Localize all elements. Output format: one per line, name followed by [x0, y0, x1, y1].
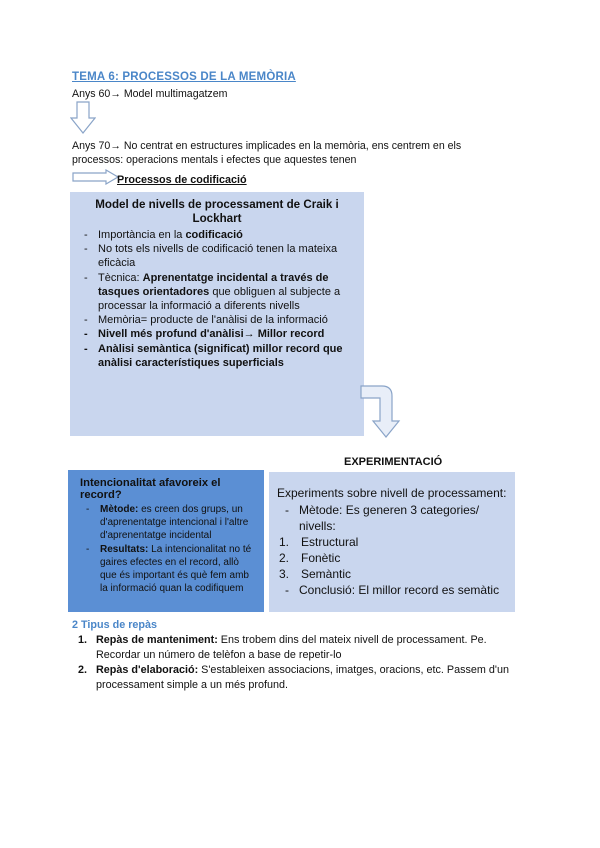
craik-heading: Model de nivells de processament de Craik i Lockhart	[95, 198, 339, 225]
craik-item: - Nivell més profund d'anàlisi→ Millor record	[82, 327, 356, 341]
codificacio-heading: Processos de codificació	[117, 174, 247, 186]
tipus-repas-heading: 2 Tipus de repàs	[72, 619, 158, 631]
experiments-metode: - Mètode: Es generen 3 categories/ nivells:	[283, 502, 507, 534]
list-item: 1. Repàs de manteniment: Ens trobem dins del mateix nivell de processament. Pe. Recordar un número de telèfon a base de repetir-lo	[78, 634, 487, 661]
page-title: TEMA 6: PROCESSOS DE LA MEMÒRIA	[72, 71, 296, 83]
category-item: 3. Semàntic	[279, 567, 352, 581]
intencionalitat-box	[68, 470, 264, 612]
experiments-conclusio: - Conclusió: El millor record es semàtic	[283, 582, 507, 598]
experimentacio-heading: EXPERIMENTACIÓ	[344, 456, 443, 468]
line-anys-70-a: Anys 70→ No centrat en estructures implicades en la memòria, ens centrem en els	[72, 140, 462, 152]
craik-lockhart-box	[70, 192, 364, 436]
experiments-box	[269, 472, 515, 612]
line-anys-70-b: processos: operacions mentals i efectes que aquestes tenen	[72, 154, 357, 166]
craik-item: - Memòria= producte de l'anàlisi de la informació	[82, 313, 356, 327]
intencionalitat-item: - Resultats: La intencionalitat no té gaires efectes en el record, allò que és important és què fem amb la informació quan la codifiquem	[84, 543, 256, 596]
list-item: 2. Repàs d'elaboració: S'estableixen associacions, imatges, oracions, etc. Passem d'un processament simple a un més profund.	[78, 664, 509, 691]
intencionalitat-heading: Intencionalitat afavoreix el record?	[80, 477, 221, 501]
craik-item: - Anàlisi semàntica (significat) millor record que anàlisi característiques superficials	[82, 342, 356, 370]
craik-item: - Importància en la codificació	[82, 228, 356, 242]
down-arrow-icon	[70, 101, 96, 135]
right-arrow-icon	[72, 169, 120, 185]
category-item: 1. Estructural	[279, 535, 359, 549]
intencionalitat-item: - Mètode: es creen dos grups, un d'aprenentatge intencional i l'altre d'aprenentatge incidental	[84, 503, 256, 543]
experiments-heading: Experiments sobre nivell de processament:	[277, 486, 507, 500]
line-anys-60: Anys 60→ Model multimagatzem	[72, 88, 228, 100]
tipus-repas-list	[78, 633, 518, 693]
bent-arrow-icon	[360, 384, 410, 440]
category-item: 2. Fonètic	[279, 551, 341, 565]
craik-item: - Tècnica: Aprenentatge incidental a través de tasques orientadores que obliguen al subjecte a processar la informació a diferents nivells	[82, 271, 356, 314]
craik-item: - No tots els nivells de codificació tenen la mateixa eficàcia	[82, 242, 356, 270]
